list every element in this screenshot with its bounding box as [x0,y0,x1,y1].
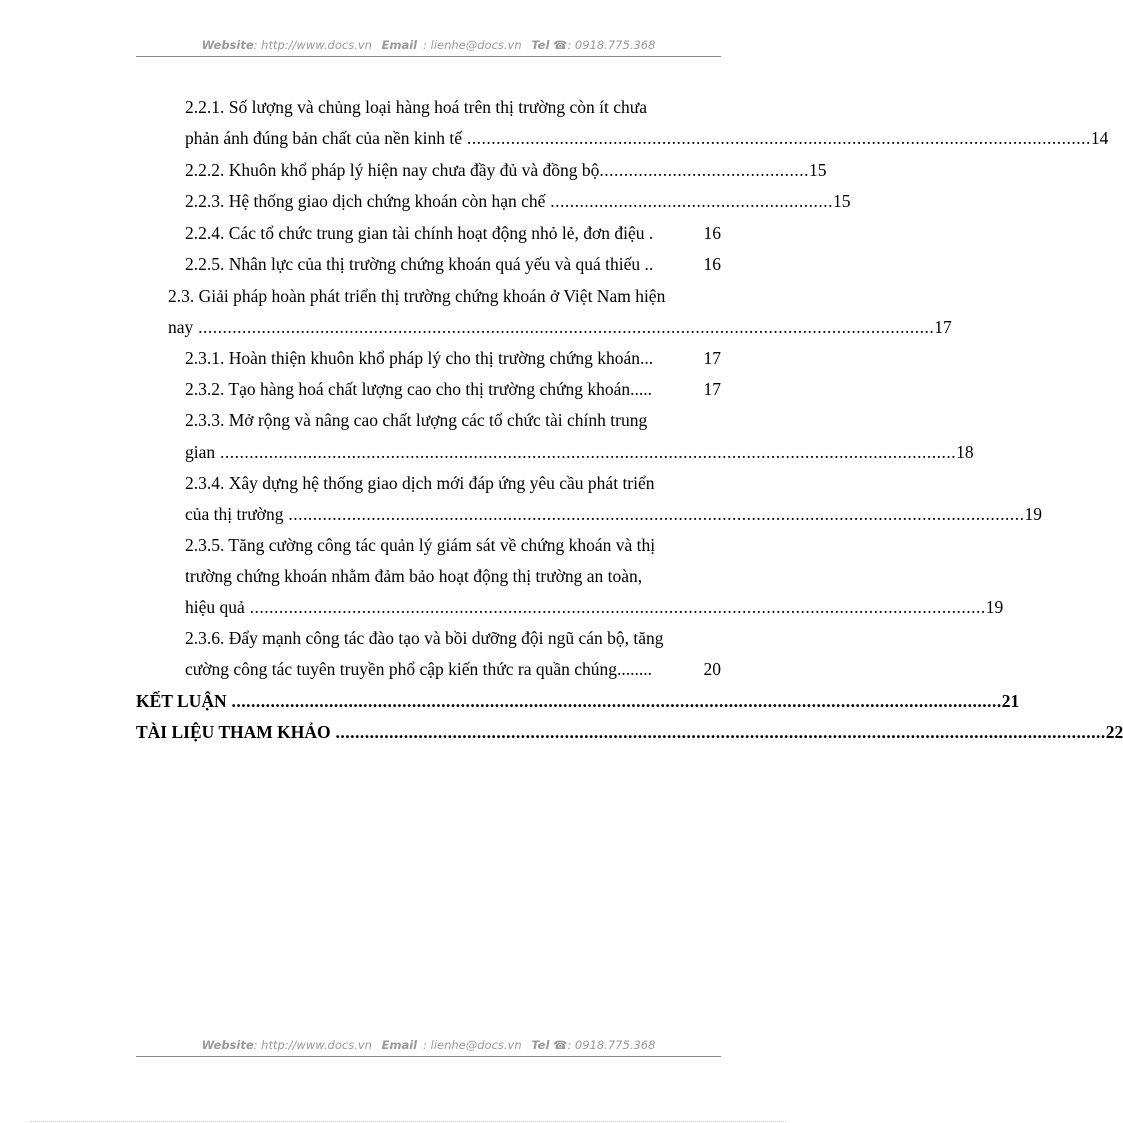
toc-text: của thị trường [185,504,284,524]
toc-page-number: 22 [1105,722,1123,742]
footer-email-value: : lienhe@docs.vn [423,1038,522,1052]
toc-text: cường công tác tuyên truyền phổ cập kiến thức ra quần chúng........ [185,659,653,679]
toc-page-number: 17 [703,379,721,399]
header-tel-label: Tel [531,38,550,52]
page-bottom-edge [30,1121,786,1122]
toc-entry-2-2-5 [185,253,721,275]
footer-tel-value: : 0918.775.368 [567,1038,656,1052]
toc-entry-2-3-line2 [168,316,952,338]
toc-entry-2-2-4 [185,222,721,244]
toc-entry-2-3-6-line1: 2.3.6. Đẩy mạnh công tác đào tạo và bồi dưỡng đội ngũ cán bộ, tăng [185,628,664,648]
footer-website-label: Website [201,1038,254,1052]
toc-entry-ket-luan [136,690,1020,712]
toc-leader: ........................................... [599,160,809,180]
toc-text: 2.3.2. Tạo hàng hoá chất lượng cao cho thị trường chứng khoán..... [185,379,653,399]
toc-page-number: 20 [703,659,721,679]
toc-text: phản ánh đúng bản chất của nền kinh tế [185,128,462,148]
toc-leader: ....................................................................................................................................................... [193,317,935,337]
page-header [136,38,721,52]
toc-entry-2-2-3 [185,190,851,212]
toc-entry-2-2-1-line1: 2.2.1. Số lượng và chủng loại hàng hoá trên thị trường còn ít chưa [185,97,648,117]
toc-text: gian [185,442,216,462]
toc-text: 2.2.3. Hệ thống giao dịch chứng khoán còn hạn chế [185,191,546,211]
toc-leader: ....................................................................................................................................................... [244,597,986,617]
toc-leader: ....................................................................................................................................................... [215,442,957,462]
toc-entry-2-3-6-line2 [185,658,721,680]
phone-icon: ☎ [553,1038,568,1052]
toc-text: 2.2.4. Các tổ chức trung gian tài chính hoạt động nhỏ lẻ, đơn điệu . [185,223,654,243]
header-tel-value: : 0918.775.368 [567,38,656,52]
toc-entry-2-3-2 [185,378,721,400]
toc-page-number: 14 [1090,128,1109,148]
toc-page-number: 17 [934,317,952,337]
toc-entry-2-3-line1: 2.3. Giải pháp hoàn phát triển thị trường chứng khoán ở Việt Nam hiện [168,286,666,306]
toc-page-number: 16 [703,223,721,243]
header-website-value: : http://www.docs.vn [253,38,372,52]
toc-page-number: 16 [703,254,721,274]
toc-page-number: 15 [808,160,827,180]
page-footer [136,1038,721,1052]
toc-page-number: 17 [703,348,721,368]
toc-page-number: 21 [1001,691,1020,711]
toc-entry-2-3-4-line2 [185,503,1042,525]
header-rule [136,56,721,57]
toc-leader: .............................................................................................................................................................. [330,722,1106,742]
toc-entry-2-2-1-line2 [185,127,1109,149]
toc-text: 2.2.2. Khuôn khổ pháp lý hiện nay chưa đầy đủ và đồng bộ [185,160,600,180]
toc-leader: .............................................................................................................................................................. [226,691,1002,711]
toc-entry-2-3-3-line2 [185,441,974,463]
toc-entry-2-3-5-line2: trường chứng khoán nhằm đảm bảo hoạt động thị trường an toàn, [185,566,643,586]
toc-text: nay [168,317,194,337]
toc-leader: ....................................................................................................................................................... [283,504,1025,524]
toc-entry-2-3-1 [185,347,721,369]
toc-page-number: 15 [833,191,851,211]
toc-text: 2.2.5. Nhân lực của thị trường chứng khoán quá yếu và quá thiếu .. [185,254,654,274]
footer-website-value: : http://www.docs.vn [253,1038,372,1052]
toc-entry-2-3-5-line1: 2.3.5. Tăng cường công tác quản lý giám sát về chứng khoán và thị [185,535,656,555]
toc-entry-2-3-4-line1: 2.3.4. Xây dựng hệ thống giao dịch mới đáp ứng yêu cầu phát triển [185,473,655,493]
toc-page-number: 19 [1024,504,1042,524]
toc-leader: ................................................................................................................................ [462,128,1091,148]
header-email-label: Email [381,38,418,52]
toc-page-number: 19 [985,597,1004,617]
footer-tel-label: Tel [531,1038,550,1052]
footer-email-label: Email [381,1038,418,1052]
toc-entry-2-3-5-line3 [185,596,1004,618]
toc-text: TÀI LIỆU THAM KHẢO [136,722,331,742]
toc-leader: .......................................................... [545,191,833,211]
footer-rule [136,1056,721,1057]
toc-text: hiệu quả [185,597,245,617]
header-website-label: Website [201,38,254,52]
toc-text: 2.3.1. Hoàn thiện khuôn khổ pháp lý cho thị trường chứng khoán... [185,348,654,368]
toc-entry-tai-lieu-tham-khao [136,721,1123,743]
toc-text: KẾT LUẬN [136,691,227,711]
phone-icon: ☎ [553,38,568,52]
toc-entry-2-2-2 [185,159,827,181]
header-email-value: : lienhe@docs.vn [423,38,522,52]
toc-page-number: 18 [956,442,974,462]
toc-entry-2-3-3-line1: 2.3.3. Mở rộng và nâng cao chất lượng các tổ chức tài chính trung [185,410,648,430]
